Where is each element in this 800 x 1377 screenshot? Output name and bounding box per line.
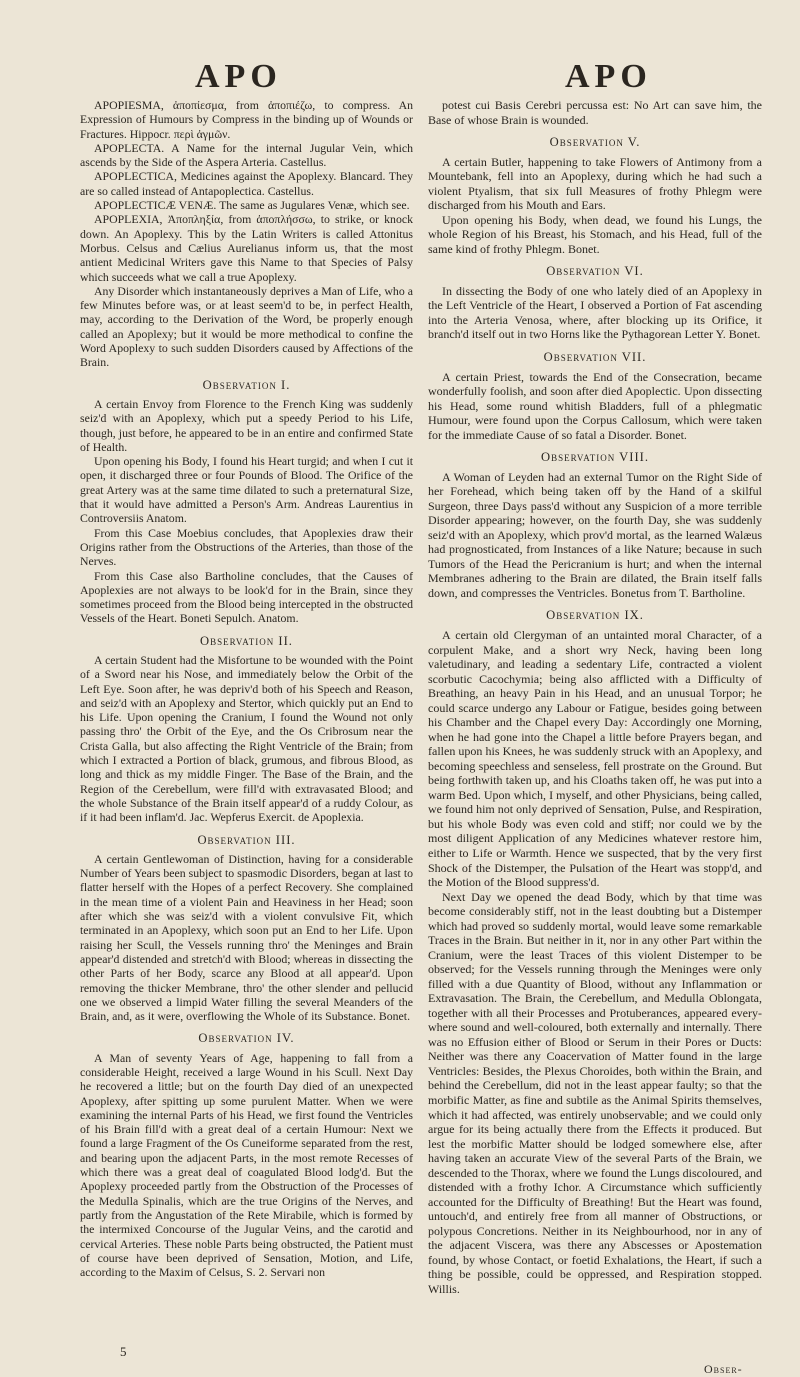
observation-heading: Observation III. [197, 832, 296, 847]
left-column [80, 98, 413, 1279]
observation-heading: Observation II. [200, 633, 293, 648]
body-paragraph: A certain Student had the Misfortune to be wounded with the Point of a Sword near his Nose, and immediately below the Orbit of the Left Eye. Soon after, he was depriv'd both of his Speech and Reason, and seiz'd with an Apoplexy and Stertor, which quickly put an End to his Life. Upon opening the Cranium, I found the Wound not only passing thro' the Orbit of the Eye, and the Os Cribrosum near the Crista Galla, but also affecting the Right Ventricle of the Brain; from which I extracted a Portion of black, grumous, and fibrous Blood, as long and thick as my middle Finger. The Base of the Brain, and the Region of the Cerebellum, were fill'd with extravasated Blood; and the whole Substance of the Brain itself appear'd of a ruddy Colour, as if it had been inflam'd. Jac. Wepferus Exercit. de Apoplexia. [80, 652, 413, 825]
dictionary-entry: APOPLEXIA, Ἀποπληξία, from ἀποπλήσσω, to strike, or knock down. An Apoplexy. This by the Latin Writers is called Attonitus Morbus. Celsus and Cælius Aurelianus inform us, that the most antient Medicinal Writers gave this Name to that Species of Palsy which succeeds what we call a true Apoplexy. [80, 212, 413, 284]
observation-heading: Observation VII. [543, 349, 647, 364]
body-paragraph: A certain Butler, happening to take Flowers of Antimony from a Mountebank, fell into an Apoplexy, during which he had such a violent Ptyalism, that six full Measures of frothy Phlegm were discharged from his Mouth and Ears. [428, 154, 762, 213]
page-number: 5 [120, 1344, 127, 1359]
observation-heading: Observation V. [549, 135, 641, 150]
right-column [428, 98, 762, 1296]
body-paragraph: A certain Envoy from Florence to the French King was suddenly seiz'd with an Apoplexy, which put a speedy Period to his Life, though, just before, he appeared to be in an entire and confirmed State of Health. [80, 396, 413, 454]
body-paragraph: Any Disorder which instantaneously deprives a Man of Life, who a few Minutes before was, or at least seem'd to be, in perfect Health, may, according to the Derivation of the Word, be properly enough called an Apoplexy; but it would be more methodical to confine the Word Apoplexy to such sudden Disorders caused by Affections of the Brain. [80, 283, 413, 370]
body-paragraph: A Man of seventy Years of Age, happening to fall from a considerable Height, received a large Wound in his Scull. Next Day he recovered a little; but on the fourth Day died of an unexpected Apoplexy, after spitting up some purulent Matter. When we were examining the internal Parts of his Head, we first found the Ventricles of his Brain fill'd with a great deal of a certain Humour: Next we found a large Fragment of the Os Cuneiforme separated from the rest, and bearing upon the adjacent Parts, in the most remote Recesses of which there was a great deal of coagulated Blood lodg'd. But the Apoplexy proceeded partly from the Obstruction of the Processes of the Medulla Spinalis, which are the true Origins of the Nerves, and partly from the Angustation of the Rete Mirabile, which is formed by the intermixed Concourse of the Jugular Veins, and the carotid and cervical Arteries. These noble Parts being obstructed, the Patient must of course have been deprived of Sensation, Motion, and Life, according to the Maxim of Celsus, S. 2. Servari non [80, 1050, 413, 1280]
running-head-left: APO [195, 58, 282, 95]
body-paragraph: A Woman of Leyden had an external Tumor on the Right Side of her Forehead, which being taken off by the Hand of a skilful Surgeon, three Days pass'd without any Suspicion of a more terrible Disorder appearing; however, on the fourth Day, she was suddenly seiz'd with an Apoplexy, which prov'd mortal, as the learned Walæus had prognosticated, from Instances of a like Nature; because in such Tumors of the Head the Pericranium is hurt; and when the internal Membranes adhering to the Brain are dilated, the Brain itself falls down, and compresses the Ventricles. Bonetus from T. Bartholine. [428, 469, 762, 600]
observation-heading: Observation IV. [198, 1031, 295, 1046]
observation-heading: Observation VI. [546, 264, 644, 279]
dictionary-entry: APOPLECTICA, Medicines against the Apoplexy. Blancard. They are so called instead of Antapoplectica. Castellus. [80, 169, 413, 198]
observation-heading: Observation IX. [546, 608, 644, 623]
body-paragraph: Next Day we opened the dead Body, which by that time was become considerably stiff, not in the least doubting but a Distemper which had proved so suddenly mortal, would leave some remarkable Traces in the Brain. But neither in it, nor in any other Part within the Cranium, were the least Traces of this violent Distemper to be observed; for the Vessels running through the Meninges were only filled with a due Quantity of Blood, without any Inflammation or Extravasation. The Brain, the Cerebellum, and Medulla Oblongata, together with all their Processes and Protuberances, appeared every-where sound and well-coloured, both externally and internally. There was no Effusion either of Blood or Serum in their Pores or Ducts: Neither was there any Coacervation of Matter found in the large Ventricles: Besides, the Plexus Choroides, both within the Brain, and behind the Cerebellum, did not in the least appear faulty; so that the morbific Matter, as fine and subtile as the Animal Spirits themselves, which it had affected, was entirely unobservable; and we could only argue for its being actually there from the Effects it produced. But lest the morbific Matter should be lodged somewhere else, after having taken an accurate View of the several Parts of the Brain, we descended to the Thorax, where we found the Lungs discoloured, and distended with a frothy Ichor. A Circumstance which sufficiently accounted for the Difficulty of Breathing! But the Heart was found, untouch'd, and entirely free from all manner of Obstructions, or polypous Concretions. Neither in its Neighbourhood, nor in any of the adjacent Viscera, was there any Abscesses or Apostemation found, by whose Contact, or foetid Exhalations, the Heart, if such a thing be possible, could be oppressed, and Respiration stopped. Willis. [428, 889, 762, 1296]
body-paragraph: From this Case Moebius concludes, that Apoplexies draw their Origins rather from the Obstructions of the Arteries, than those of the Nerves. [80, 525, 413, 569]
body-paragraph: A certain Gentlewoman of Distinction, having for a considerable Number of Years been subject to spasmodic Disorders, began at last to flatter herself with the Hopes of a perfect Recovery. She complained in the mean time of a violent Pain and Heaviness in her Head; soon after which she was seiz'd with a violent convulsive Fit, which terminated in an Apoplexy, which soon put an End to her Life. Upon raising her Scull, the Vessels running thro' the Meninges and Brain appear'd distended and stretch'd with Blood; whereas in dissecting the other Parts of her Body, scarce any Blood at all appear'd. Upon removing the thicker Membrane, thro' the other slender and pellucid one we observed a limpid Water filling the several Meanders of the Brain, and, as it were, overflowing the Whole of its Substance. Bonet. [80, 851, 413, 1024]
catchword: Obser- [704, 1362, 743, 1376]
observation-heading: Observation VIII. [541, 450, 649, 465]
body-paragraph: A certain old Clergyman of an untainted moral Character, of a corpulent Make, and a short wry Neck, having been long valetudinary, and leading a sedentary Life, contracted a violent scorbutic Cacochymia; being also afflicted with a Difficulty of Breathing, an heavy Pain in his Head, and an unusual Torpor; he could scarce undergo any Labour or Fatigue, besides going between his Chamber and the Chapel every Day: Accordingly one Morning, when he had gone into the Chapel a little before Prayers began, and fallen upon his Knees, he was suddenly struck with an Apoplexy, and becoming speechless and senseless, fell prostrate on the Ground. But being forthwith taken up, and his Cloaths taken off, he was put into a warm Bed. Upon which, I myself, and other Physicians, being called, we found him not only deprived of Sensation, Pulse, and Respiration, but his whole Body was even cold and stiff; nor could we by the most diligent Application of any Medicines whatever restore him, either to Life or Warmth. Hence we suspected, that by the very first Shock of the Distemper, the Pulsation of the Heart was stopp'd, and the Motion of the Blood suppress'd. [428, 628, 762, 890]
body-paragraph: Upon opening his Body, when dead, we found his Lungs, the whole Region of his Breast, his Stomach, and his Head, full of the same kind of frothy Phlegm. Bonet. [428, 212, 762, 256]
observation-heading: Observation I. [202, 377, 291, 392]
body-paragraph: A certain Priest, towards the End of the Consecration, became wonderfully foolish, and soon after died Apoplectic. Upon dissecting his Head, some round whitish Bladders, full of a phlegmatic Humour, were found upon the Corpus Callosum, which were taken for the immediate Cause of so fatal a Disorder. Bonet. [428, 369, 762, 442]
body-paragraph: In dissecting the Body of one who lately died of an Apoplexy in the Left Ventricle of the Heart, I observed a Portion of Fat ascending into the Arteria Venosa, where, after blocking up its Orifice, it branch'd itself out in two Horns like the Pythagorean Letter Y. Bonet. [428, 283, 762, 342]
dictionary-entry: APOPLECTA. A Name for the internal Jugular Vein, which ascends by the Side of the Aspera Arteria. Castellus. [80, 140, 413, 170]
running-head-right: APO [565, 58, 652, 95]
dictionary-entry: APOPIESMA, ἀποπίεσμα, from ἀποπιέζω, to compress. An Expression of Humours by Compress in the binding up of Wounds or Fractures. Hippocr. περὶ ἀγμῶν. [80, 98, 413, 141]
body-paragraph: From this Case also Bartholine concludes, that the Causes of Apoplexies are not always to be look'd for in the Brain, since they sometimes proceed from the Blood being intercepted in the obstructed Vessels of the Heart. Boneti Sepulch. Anatom. [80, 568, 413, 626]
dictionary-entry: APOPLECTICÆ VENÆ. The same as Jugulares Venæ, which see. [94, 198, 410, 213]
dictionary-entry: potest cui Basis Cerebri percussa est: No Art can save him, the Base of whose Brain is wounded. [428, 98, 762, 127]
body-paragraph: Upon opening his Body, I found his Heart turgid; and when I cut it open, it discharged three or four Pounds of Blood. The Orifice of the great Artery was at the same time dilated to such a preternatural Size, that it would have admitted a Person's Arm. Andreas Laurentius in Controversiis Anatom. [80, 454, 413, 526]
